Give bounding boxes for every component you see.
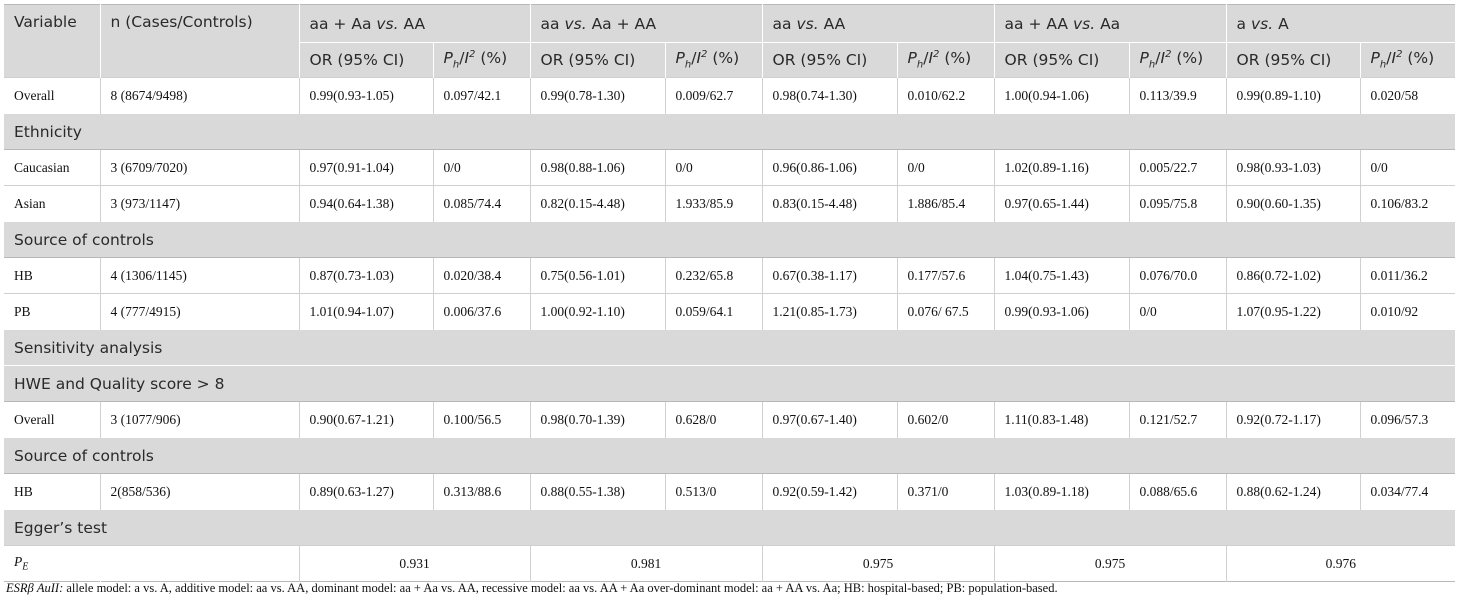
cell-or-ci: 0.88(0.55-1.38) (530, 474, 665, 510)
ph-sub: h (1379, 59, 1387, 71)
table-row (4, 402, 1455, 438)
egger-value: 0.975 (762, 546, 994, 582)
egger-label (4, 546, 100, 582)
ph-pct: (%) (707, 49, 740, 68)
header-or-ci (994, 43, 1129, 78)
cell-or-ci: 1.02(0.89-1.16) (994, 150, 1129, 186)
table-row (4, 258, 1455, 294)
cell-or-ci: 0.98(0.93-1.03) (1226, 150, 1360, 186)
cell-ph-i2: 0/0 (897, 150, 994, 186)
cell-or-ci: 0.83(0.15-4.48) (762, 186, 897, 222)
cell-ph-i2: 0.232/65.8 (665, 258, 762, 294)
table-row (4, 294, 1455, 330)
cell-or-ci: 0.89(0.63-1.27) (299, 474, 433, 510)
header-group-dominant (299, 5, 530, 43)
group-text: AA (398, 14, 426, 33)
cell-ph-i2: 0.371/0 (897, 474, 994, 510)
group-text: A (1273, 14, 1289, 33)
cell-ph-i2: 0/0 (433, 150, 530, 186)
egger-p: P (14, 554, 23, 570)
cell-ph-i2: 0.011/36.2 (1360, 258, 1455, 294)
egger-value: 0.931 (299, 546, 530, 582)
or-ci-label: OR (95% CI) (309, 51, 405, 69)
cell-or-ci: 1.04(0.75-1.43) (994, 258, 1129, 294)
table-row (4, 78, 1455, 114)
section-row (4, 438, 1455, 474)
header-n-label: n (Cases/Controls) (110, 13, 253, 31)
cell-ph-i2: 0.085/74.4 (433, 186, 530, 222)
ph-p: P (1370, 49, 1380, 68)
header-ph-i2 (1129, 43, 1226, 78)
row-label: HB (4, 474, 100, 510)
or-ci-label: OR (95% CI) (1004, 51, 1100, 69)
cell-ph-i2: 0.313/88.6 (433, 474, 530, 510)
cell-ph-i2: 0.121/52.7 (1129, 402, 1226, 438)
cell-or-ci: 0.75(0.56-1.01) (530, 258, 665, 294)
cell-ph-i2: 0.602/0 (897, 402, 994, 438)
cell-ph-i2: 0.095/75.8 (1129, 186, 1226, 222)
cell-ph-i2: 0.513/0 (665, 474, 762, 510)
table-row (4, 150, 1455, 186)
cell-or-ci: 0.82(0.15-4.48) (530, 186, 665, 222)
row-label: Overall (4, 402, 100, 438)
cell-or-ci: 0.87(0.73-1.03) (299, 258, 433, 294)
header-ph-i2 (433, 43, 530, 78)
ph-i: I (1391, 49, 1397, 68)
meta-analysis-table (4, 4, 1455, 582)
cell-or-ci: 1.21(0.85-1.73) (762, 294, 897, 330)
cell-or-ci: 0.98(0.88-1.06) (530, 150, 665, 186)
row-n: 3 (1077/906) (100, 402, 299, 438)
ph-i: I (928, 49, 934, 68)
ph-p: P (443, 49, 453, 68)
ph-pct: (%) (1171, 49, 1204, 68)
group-text: Aa (1095, 14, 1121, 33)
group-text: Aa + AA (586, 14, 657, 33)
cell-or-ci: 0.67(0.38-1.17) (762, 258, 897, 294)
section-label: Egger’s test (4, 510, 1455, 546)
ph-pct: (%) (475, 49, 508, 68)
table-footnote (6, 581, 1456, 596)
cell-ph-i2: 0.020/58 (1360, 78, 1455, 114)
header-group-allele (1226, 5, 1455, 43)
cell-ph-i2: 0.059/64.1 (665, 294, 762, 330)
cell-or-ci: 0.98(0.70-1.39) (530, 402, 665, 438)
ph-sup: 2 (1396, 49, 1403, 61)
section-label: HWE and Quality score > 8 (4, 366, 1455, 402)
cell-or-ci: 0.96(0.86-1.06) (762, 150, 897, 186)
ph-slash: / (923, 49, 929, 68)
section-row (4, 330, 1455, 366)
cell-or-ci: 0.94(0.64-1.38) (299, 186, 433, 222)
section-row (4, 510, 1455, 546)
group-text: AA (818, 14, 846, 33)
egger-value: 0.981 (530, 546, 762, 582)
group-text: aa + AA (1004, 14, 1073, 33)
ph-i: I (1160, 49, 1166, 68)
ph-p: P (675, 49, 685, 68)
ph-slash: / (1386, 49, 1392, 68)
ph-sub: h (916, 59, 924, 71)
cell-or-ci: 0.90(0.60-1.35) (1226, 186, 1360, 222)
cell-ph-i2: 0.034/77.4 (1360, 474, 1455, 510)
ph-sub: h (684, 59, 692, 71)
cell-ph-i2: 1.886/85.4 (897, 186, 994, 222)
cell-ph-i2: 0.097/42.1 (433, 78, 530, 114)
cell-or-ci: 0.97(0.67-1.40) (762, 402, 897, 438)
section-row (4, 222, 1455, 258)
cell-ph-i2: 0/0 (1129, 294, 1226, 330)
cell-or-ci: 0.98(0.74-1.30) (762, 78, 897, 114)
cell-or-ci: 0.92(0.72-1.17) (1226, 402, 1360, 438)
section-label: Sensitivity analysis (4, 330, 1455, 366)
ph-i: I (696, 49, 702, 68)
egger-row (4, 546, 1455, 582)
cell-or-ci: 0.92(0.59-1.42) (762, 474, 897, 510)
ph-slash: / (459, 49, 465, 68)
ph-sup: 2 (701, 49, 708, 61)
group-text: aa (540, 14, 565, 33)
cell-ph-i2: 1.933/85.9 (665, 186, 762, 222)
cell-ph-i2: 0.010/62.2 (897, 78, 994, 114)
cell-or-ci: 0.97(0.65-1.44) (994, 186, 1129, 222)
cell-ph-i2: 0.177/57.6 (897, 258, 994, 294)
egger-value: 0.975 (994, 546, 1226, 582)
cell-or-ci: 0.88(0.62-1.24) (1226, 474, 1360, 510)
row-label: Asian (4, 186, 100, 222)
header-ph-i2 (665, 43, 762, 78)
row-n: 3 (973/1147) (100, 186, 299, 222)
cell-or-ci: 0.86(0.72-1.02) (1226, 258, 1360, 294)
header-ph-i2 (1360, 43, 1455, 78)
header-group-additive (762, 5, 994, 43)
section-label: Source of controls (4, 438, 1455, 474)
egger-n-empty (100, 546, 299, 582)
cell-or-ci: 1.07(0.95-1.22) (1226, 294, 1360, 330)
ph-sub: h (1148, 59, 1156, 71)
section-row (4, 114, 1455, 150)
ph-pct: (%) (1402, 49, 1435, 68)
header-or-ci (1226, 43, 1360, 78)
header-variable (4, 5, 100, 78)
ph-slash: / (1155, 49, 1161, 68)
cell-or-ci: 0.97(0.91-1.04) (299, 150, 433, 186)
cell-ph-i2: 0.106/83.2 (1360, 186, 1455, 222)
or-ci-label: OR (95% CI) (1236, 51, 1332, 69)
table-header (4, 5, 1455, 78)
cell-or-ci: 1.00(0.92-1.10) (530, 294, 665, 330)
header-group-recessive (530, 5, 762, 43)
cell-ph-i2: 0.113/39.9 (1129, 78, 1226, 114)
cell-ph-i2: 0/0 (665, 150, 762, 186)
ph-p: P (907, 49, 917, 68)
cell-ph-i2: 0.020/38.4 (433, 258, 530, 294)
header-or-ci (762, 43, 897, 78)
cell-ph-i2: 0.009/62.7 (665, 78, 762, 114)
header-ph-i2 (897, 43, 994, 78)
ph-sup: 2 (933, 49, 940, 61)
cell-or-ci: 0.99(0.78-1.30) (530, 78, 665, 114)
group-vs: vs. (564, 14, 587, 33)
row-label: PB (4, 294, 100, 330)
or-ci-label: OR (95% CI) (772, 51, 868, 69)
section-label: Source of controls (4, 222, 1455, 258)
group-vs: vs. (1072, 14, 1096, 33)
row-n: 2(858/536) (100, 474, 299, 510)
row-n: 8 (8674/9498) (100, 78, 299, 114)
row-n: 4 (1306/1145) (100, 258, 299, 294)
row-n: 3 (6709/7020) (100, 150, 299, 186)
cell-ph-i2: 0.100/56.5 (433, 402, 530, 438)
cell-ph-i2: 0.005/22.7 (1129, 150, 1226, 186)
cell-or-ci: 1.03(0.89-1.18) (994, 474, 1129, 510)
cell-ph-i2: 0.006/37.6 (433, 294, 530, 330)
cell-or-ci: 0.90(0.67-1.21) (299, 402, 433, 438)
ph-sup: 2 (1165, 49, 1172, 61)
group-text: a (1236, 14, 1251, 33)
header-or-ci (299, 43, 433, 78)
cell-ph-i2: 0.096/57.3 (1360, 402, 1455, 438)
cell-ph-i2: 0.088/65.6 (1129, 474, 1226, 510)
header-n (100, 5, 299, 78)
cell-ph-i2: 0.076/70.0 (1129, 258, 1226, 294)
row-n: 4 (777/4915) (100, 294, 299, 330)
cell-or-ci: 0.99(0.89-1.10) (1226, 78, 1360, 114)
row-label: HB (4, 258, 100, 294)
ph-i: I (464, 49, 470, 68)
ph-pct: (%) (939, 49, 972, 68)
or-ci-label: OR (95% CI) (540, 51, 636, 69)
table-row (4, 186, 1455, 222)
ph-sub: h (452, 59, 460, 71)
table-body (4, 78, 1455, 582)
group-text: aa + Aa (309, 14, 377, 33)
cell-ph-i2: 0.010/92 (1360, 294, 1455, 330)
header-row-groups (4, 5, 1455, 43)
footnote-lead: ESRβ AuII: (6, 581, 64, 595)
cell-or-ci: 1.01(0.94-1.07) (299, 294, 433, 330)
group-vs: vs. (1250, 14, 1274, 33)
table-row (4, 474, 1455, 510)
footnote-text: allele model: a vs. A, additive model: aa vs. AA, dominant model: aa + Aa vs. AA, recessive model: aa vs. AA + Aa over-dominant model: aa + AA vs. Aa; HB: hospital-based; PB: population-based. (63, 581, 1058, 595)
cell-or-ci: 0.99(0.93-1.06) (994, 294, 1129, 330)
group-text: aa (772, 14, 797, 33)
cell-or-ci: 1.00(0.94-1.06) (994, 78, 1129, 114)
row-label: Caucasian (4, 150, 100, 186)
ph-sup: 2 (469, 49, 476, 61)
cell-ph-i2: 0/0 (1360, 150, 1455, 186)
egger-sub: E (22, 561, 29, 573)
ph-slash: / (691, 49, 697, 68)
egger-value: 0.976 (1226, 546, 1455, 582)
cell-or-ci: 1.11(0.83-1.48) (994, 402, 1129, 438)
ph-p: P (1139, 49, 1149, 68)
row-label: Overall (4, 78, 100, 114)
group-vs: vs. (376, 14, 399, 33)
cell-ph-i2: 0.076/ 67.5 (897, 294, 994, 330)
header-or-ci (530, 43, 665, 78)
group-vs: vs. (796, 14, 819, 33)
cell-ph-i2: 0.628/0 (665, 402, 762, 438)
section-label: Ethnicity (4, 114, 1455, 150)
section-row (4, 366, 1455, 402)
header-variable-label: Variable (14, 13, 77, 31)
header-group-overdominant (994, 5, 1226, 43)
cell-or-ci: 0.99(0.93-1.05) (299, 78, 433, 114)
